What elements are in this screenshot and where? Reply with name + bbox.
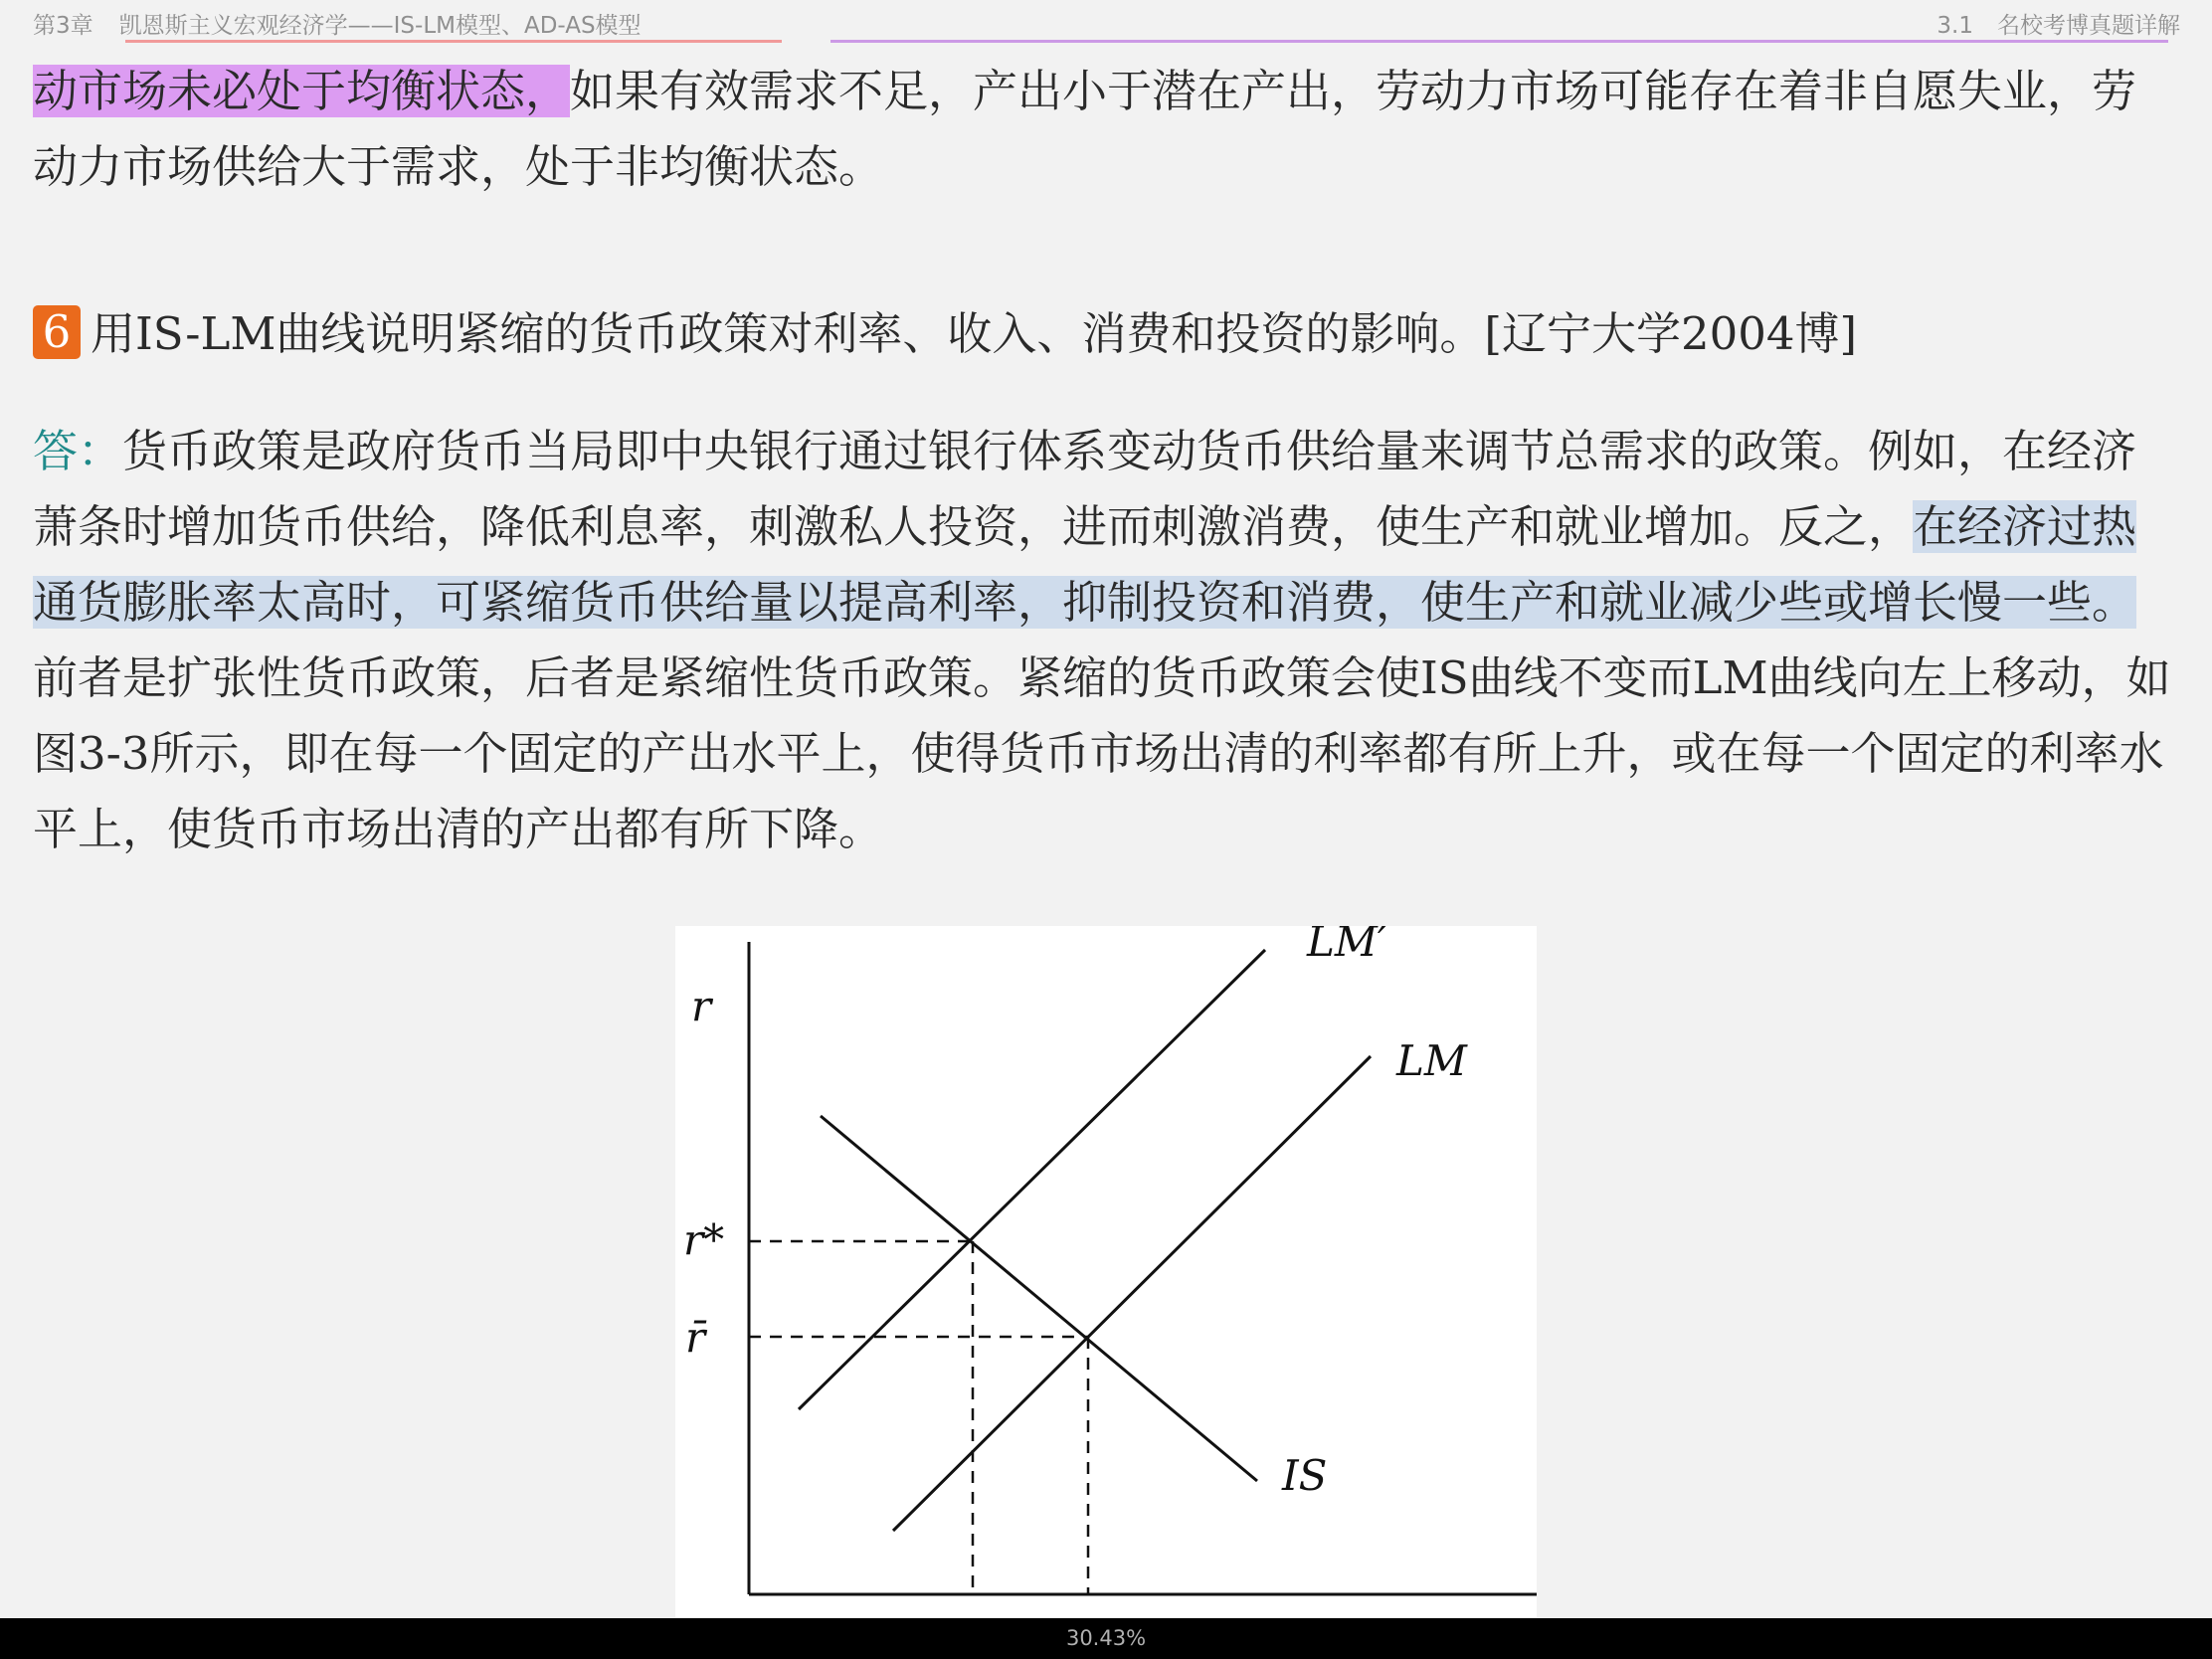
highlighted-text[interactable]: 动市场未必处于均衡状态，: [33, 65, 571, 117]
r-star-label: r*: [683, 1215, 725, 1264]
highlighted-answer-text[interactable]: 在经济过热通货膨胀率太高时，可紧缩货币供给量以提高利率，抑制投资和消费，使生产和就业减少些或增长慢一些。: [33, 500, 2137, 629]
paragraph-continued: [33, 54, 2181, 205]
reading-progress: 30.43%: [1065, 1626, 1147, 1650]
chapter-number: 第3章: [33, 13, 93, 39]
section-title: 名校考博真题详解: [1997, 13, 2180, 39]
answer-text-continued: 前者是扩张性货币政策，后者是紧缩性货币政策。紧缩的货币政策会使IS曲线不变而LM曲线向左上移动，如图3-3所示，即在每一个固定的产出水平上，使得货币市场出清的利率都有所上升，或在每一个固定的利率水平上，使货币市场出清的产出都有所下降。: [33, 651, 2171, 855]
answer-label: 答：: [33, 425, 123, 477]
question-text: 用IS-LM曲线说明紧缩的货币政策对利率、收入、消费和投资的影响。[辽宁大学2004博]: [91, 307, 1858, 360]
question: [33, 296, 2181, 372]
lm-prime-label: LM′: [1307, 926, 1387, 966]
reader-footer: [0, 1618, 2212, 1659]
is-lm-figure: [675, 926, 1537, 1617]
header-right: [1936, 7, 2180, 40]
section-progress-bar: [830, 40, 2168, 43]
y-axis-label: r: [691, 982, 712, 1030]
chapter-title: 凯恩斯主义宏观经济学——IS-LM模型、AD-AS模型: [118, 13, 642, 39]
r-bar-label: r̄: [685, 1313, 706, 1362]
is-label: IS: [1282, 1451, 1328, 1500]
page-header: [0, 0, 2212, 44]
section-number: 3.1: [1936, 13, 1973, 39]
paragraph-text: 如果有效需求不足，产出小于潜在产出，劳动力市场可能存在着非自愿失业，劳动力市场供给大于需求，处于非均衡状态。: [33, 65, 2137, 193]
question-number-badge: 6: [33, 305, 81, 359]
lm-prime-curve: [799, 950, 1265, 1409]
chapter-progress-bar: [125, 40, 782, 43]
answer-text: 货币政策是政府货币当局即中央银行通过银行体系变动货币供给量来调节总需求的政策。例如，在经济萧条时增加货币供给，降低利息率，刺激私人投资，进而刺激消费，使生产和就业增加。反之，: [33, 425, 2137, 553]
answer: [33, 414, 2181, 867]
header-left: [33, 7, 642, 40]
lm-label: LM: [1396, 1036, 1467, 1085]
is-lm-diagram: [675, 926, 1537, 1617]
